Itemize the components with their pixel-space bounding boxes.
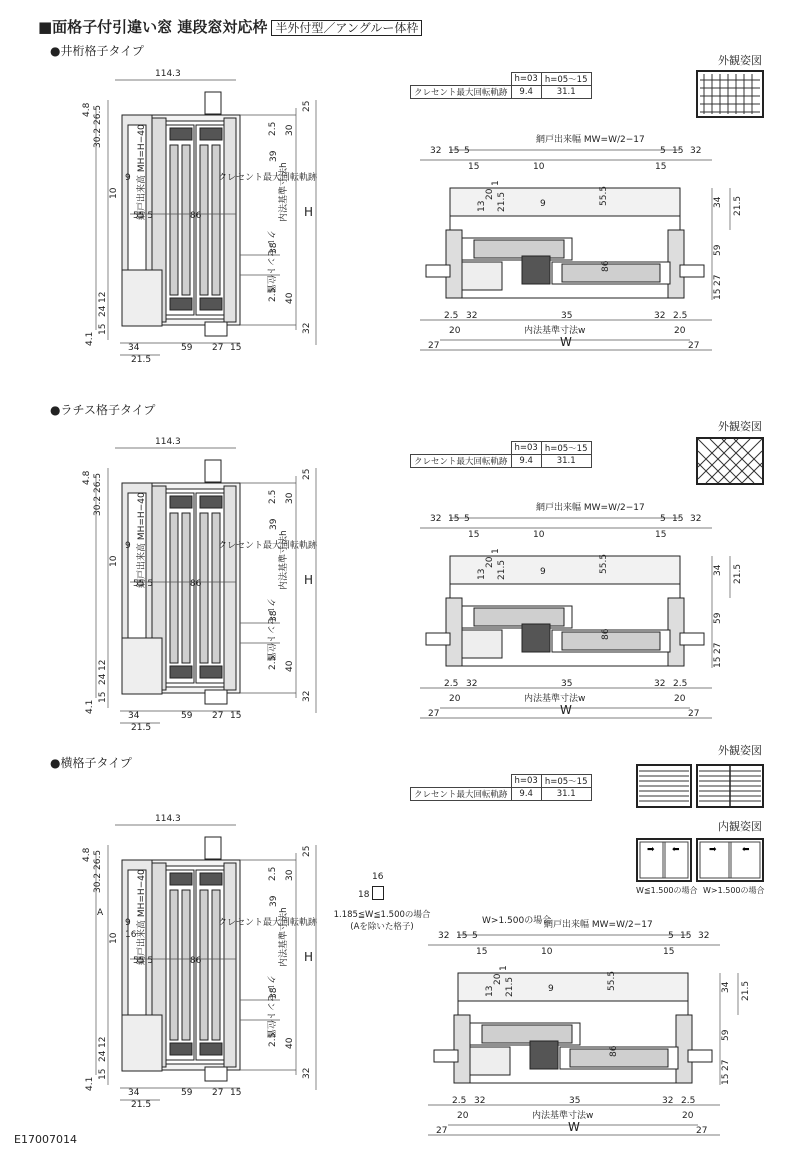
crescent-table-3: h=03 h=05〜15 クレセント最大回転軌跡 9.4 31.1	[410, 774, 592, 801]
section-title-igeta: ●井桁格子タイプ	[50, 44, 144, 58]
crescent-track-label: クレセント最大回転軌跡	[218, 173, 318, 183]
interior-caption-large: W>1.500の場合	[703, 886, 765, 895]
inner-std-h-label: 内法基準寸法h	[279, 530, 289, 590]
svg-text:➡: ➡	[647, 845, 655, 855]
crescent-position-label: クレセント位置	[265, 598, 275, 662]
H-label: H	[304, 205, 314, 219]
inner-std-h-label: 内法基準寸法h	[279, 162, 289, 222]
screen-height-label: 網戸出来高 MH=H−40	[137, 124, 147, 220]
svg-text:⬅: ⬅	[742, 845, 750, 855]
crescent-position-label: クレセント位置	[265, 230, 275, 294]
appearance-label-1: 外観姿図	[718, 54, 762, 67]
igeta-section-drawing	[0, 0, 800, 400]
svg-text:➡: ➡	[709, 845, 717, 855]
lattice-section-drawing	[0, 368, 800, 768]
horizontal-section-drawing	[0, 745, 800, 1145]
crescent-track-label: クレセント最大回転軌跡	[218, 541, 318, 551]
interior-caption-small: W≦1.500の場合	[636, 886, 698, 895]
appearance-label-3: 外観姿図	[718, 744, 762, 757]
section-title-lattice: ●ラチス格子タイプ	[50, 403, 156, 417]
inner-std-h-label: 内法基準寸法h	[279, 907, 289, 967]
w-over-1500-label: W>1.500の場合	[482, 916, 552, 926]
screen-height-label: 網戸出来高 MH=H−40	[137, 869, 147, 965]
grille-16-label: 16	[125, 930, 137, 940]
page-title: ■面格子付引違い窓 連段窓対応枠 半外付型／アングルー体枠	[38, 16, 422, 37]
appearance-label-2: 外観姿図	[718, 420, 762, 433]
H-label: H	[304, 950, 314, 964]
crescent-position-label: クレセント位置	[265, 975, 275, 1039]
section-title-horizontal: ●横格子タイプ	[50, 756, 132, 770]
screen-height-label: 網戸出来高 MH=H−40	[137, 492, 147, 588]
frame-type-badge: 半外付型／アングルー体枠	[271, 20, 422, 36]
interior-label: 内観姿図	[718, 820, 762, 833]
document-code: E17007014	[14, 1133, 77, 1146]
side-note-text: 1.185≦W≦1.500の場合 (Aを除いた格子)	[333, 910, 431, 932]
crescent-table-2: h=03 h=05〜15 クレセント最大回転軌跡 9.4 31.1	[410, 441, 592, 468]
svg-text:⬅: ⬅	[672, 845, 680, 855]
crescent-table-1: h=03 h=05〜15 クレセント最大回転軌跡 9.4 31.1	[410, 72, 592, 99]
crescent-track-label: クレセント最大回転軌跡	[218, 918, 318, 928]
bar-section-detail: 16 18	[358, 872, 384, 900]
a-mark: A	[97, 908, 104, 918]
H-label: H	[304, 573, 314, 587]
